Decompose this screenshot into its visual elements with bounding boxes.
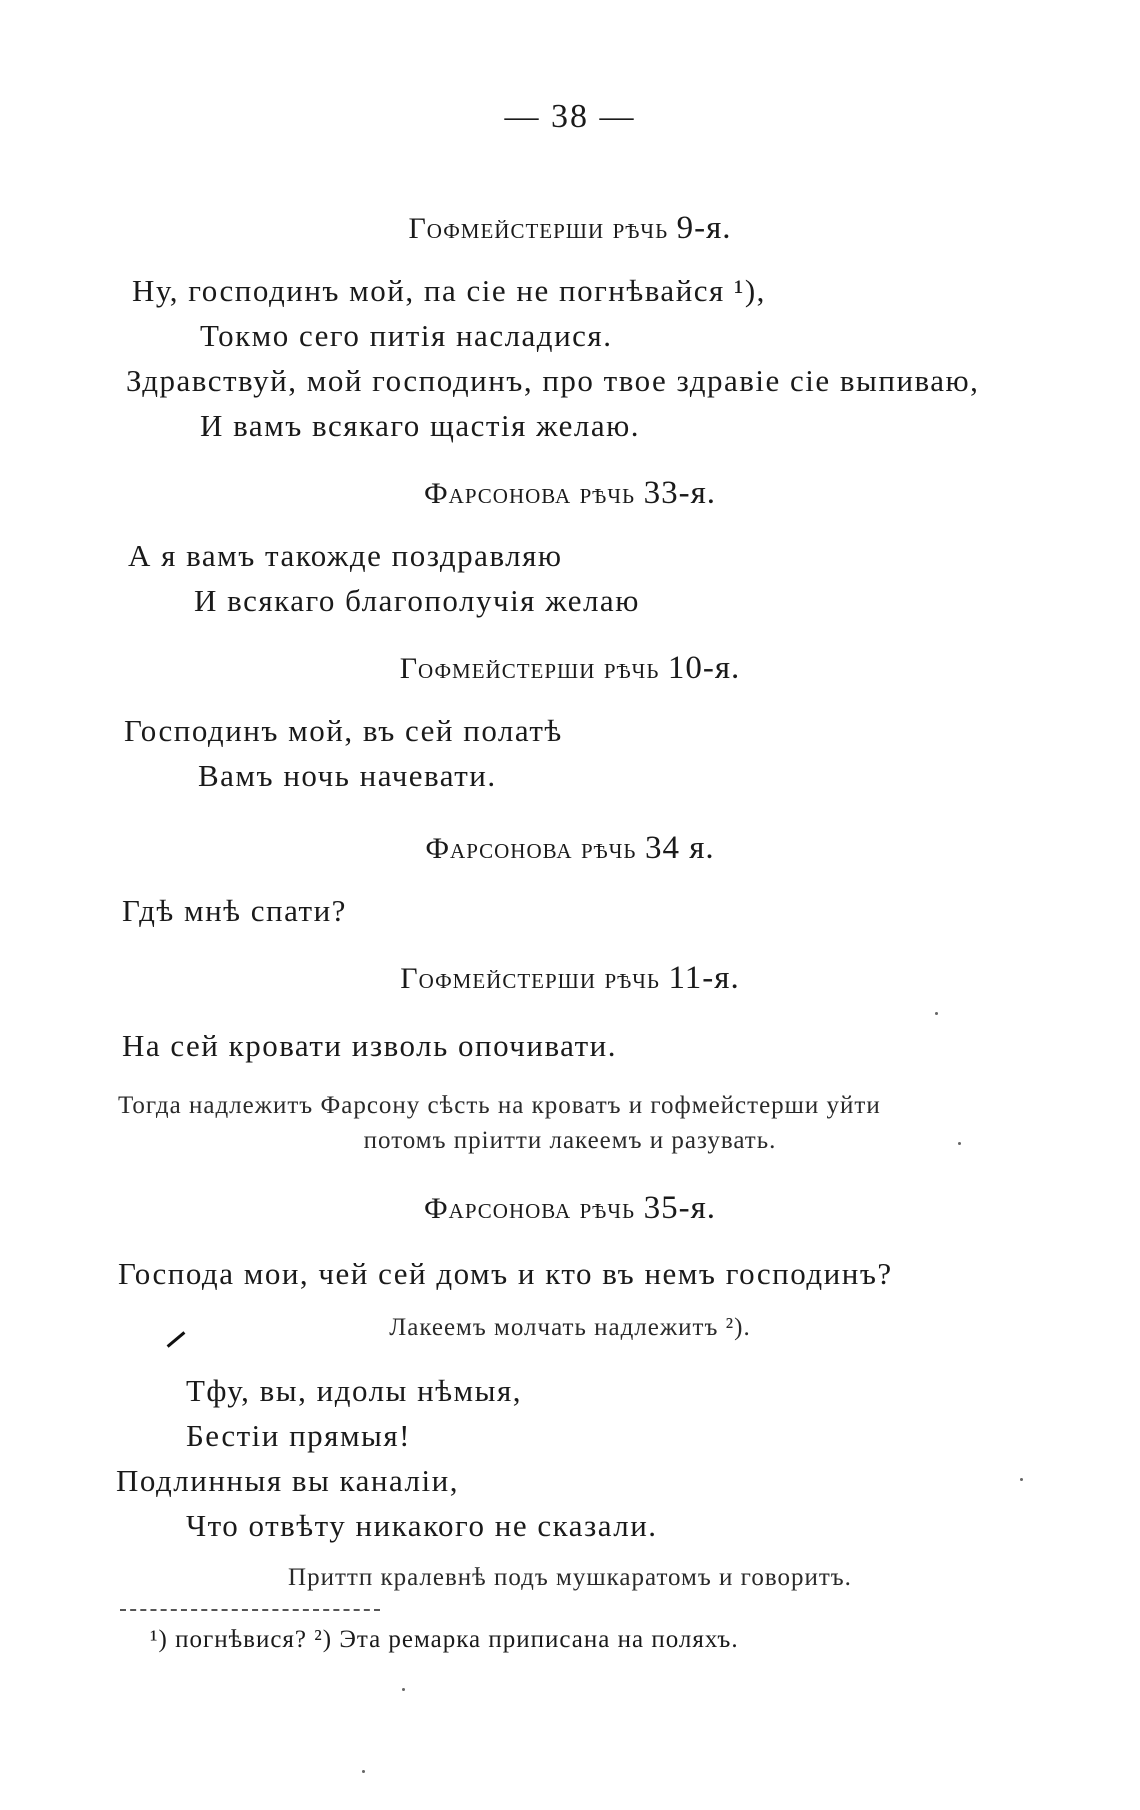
verse-line: Здравствуй, мой господинъ, про твое здравіе сіе выпиваю,	[126, 363, 980, 398]
speech-number: 9-я.	[676, 210, 732, 246]
paper-speck	[362, 1770, 365, 1773]
speech-heading	[0, 212, 1140, 245]
verse-line: А я вамъ такожде поздравляю	[128, 538, 563, 573]
verse-line: И вамъ всякаго щастія желаю.	[200, 408, 641, 443]
verse-line: Ну, господинъ мой, па сіе не погнѣвайся ¹),	[132, 273, 766, 308]
verse-line: На сей кровати изволь опочивати.	[122, 1028, 618, 1063]
verse-line: Бестіи прямыя!	[186, 1418, 411, 1453]
verse-line: Господа мои, чей сей домъ и кто въ немъ господинъ?	[118, 1256, 893, 1291]
stage-direction: Тогда надлежитъ Фарсону сѣсть на кроватъ и гофмейстерши уйти	[118, 1092, 881, 1119]
stage-direction: потомъ пріитти лакеемъ и разувать.	[363, 1127, 777, 1154]
speech-heading	[0, 1192, 1140, 1225]
verse-line: Что отвѣту никакого не сказали.	[186, 1508, 658, 1543]
paper-speck	[935, 1012, 938, 1015]
verse-line: Господинъ мой, въ сей полатѣ	[124, 713, 563, 748]
stage-direction: Приттп кралевнѣ подъ мушкаратомъ и говоритъ.	[288, 1564, 852, 1591]
speech-number: 35-я.	[643, 1190, 717, 1226]
verse-line: Тфу, вы, идолы нѣмыя,	[186, 1373, 522, 1408]
verse-line: Подлинныя вы каналіи,	[116, 1463, 459, 1498]
speech-heading	[0, 477, 1140, 510]
speech-heading	[0, 962, 1140, 995]
speaker-label: Фарсонова рѣчь	[423, 477, 636, 510]
page-number: — 38 —	[504, 98, 636, 135]
speech-heading	[0, 652, 1140, 685]
speaker-label: Гофмейстерши рѣчь	[408, 212, 669, 245]
verse-line: Токмо сего питія насладися.	[200, 318, 613, 353]
paper-speck	[402, 1688, 405, 1691]
speech-number: 11-я.	[668, 960, 740, 996]
speech-heading	[0, 832, 1140, 865]
verse-line: Гдѣ мнѣ спати?	[122, 893, 347, 928]
speaker-label: Фарсонова рѣчь	[425, 832, 637, 865]
speech-number: 10-я.	[667, 650, 741, 686]
paper-speck	[1020, 1478, 1023, 1481]
speech-number: 33-я.	[643, 475, 717, 511]
speaker-label: Гофмейстерши рѣчь	[400, 962, 660, 995]
speaker-label: Фарсонова рѣчь	[423, 1192, 636, 1225]
verse-line: И всякаго благополучія желаю	[194, 583, 640, 618]
footnote: ¹) погнѣвися? ²) Эта ремарка приписана на поляхъ.	[150, 1626, 739, 1653]
speech-number: 34 я.	[644, 830, 715, 866]
stage-direction: Лакеемъ молчать надлежитъ ²).	[389, 1314, 751, 1341]
footnote-rule	[120, 1609, 380, 1611]
speaker-label: Гофмейстерши рѣчь	[399, 652, 660, 685]
paper-speck	[958, 1142, 961, 1145]
verse-line: Вамъ ночь начевати.	[198, 758, 497, 793]
